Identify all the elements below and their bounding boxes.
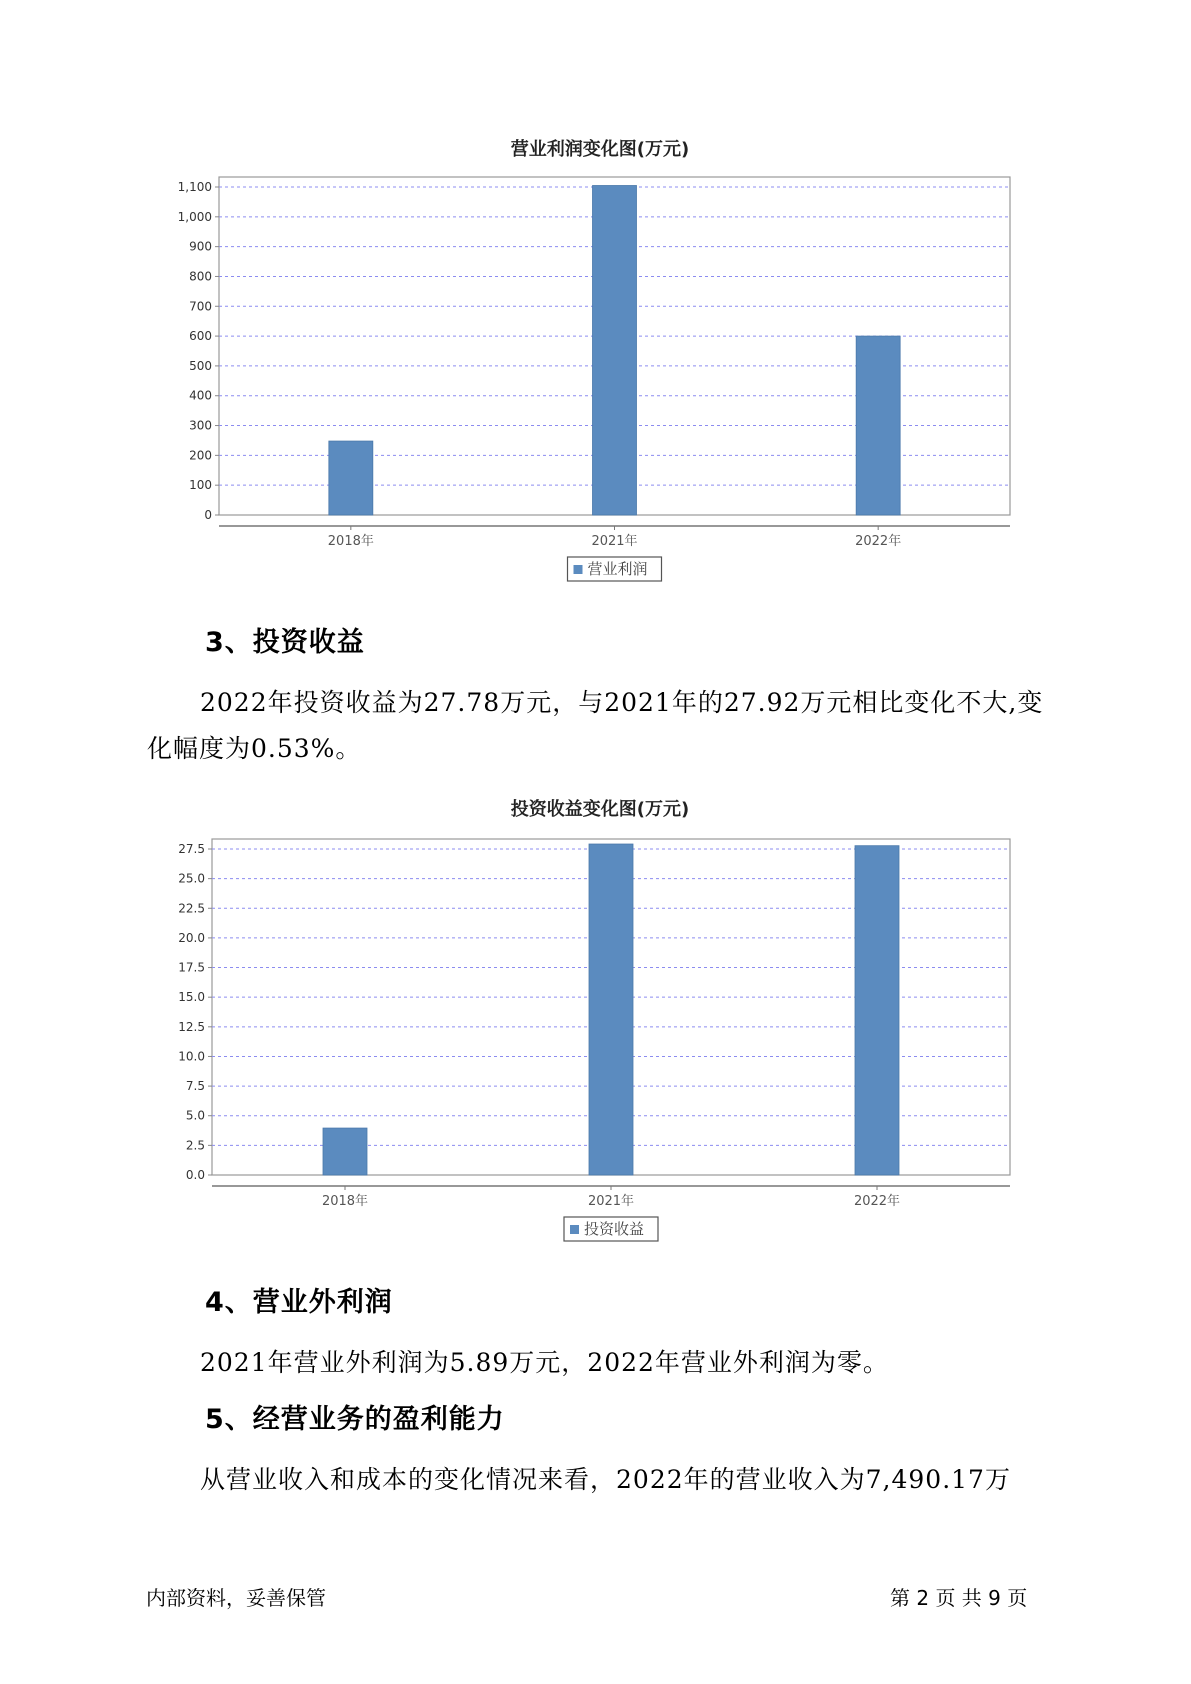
y-tick-label: 400 [189, 388, 212, 403]
legend-label: 投资收益 [584, 1220, 645, 1238]
y-tick-label: 900 [189, 239, 212, 254]
y-tick-label: 27.5 [178, 842, 205, 856]
section-3-paragraph-line-1: 2022年投资收益为27.78万元，与2021年的27.92万元相比变化不大,变 [200, 688, 1044, 717]
y-tick-label: 5.0 [185, 1108, 205, 1123]
x-tick-label: 2022年 [855, 534, 902, 549]
section-3-title: 3、投资收益 [205, 627, 365, 658]
y-tick-label: 1,000 [177, 209, 212, 224]
y-tick-label: 1,100 [177, 180, 212, 194]
operating-profit-chart [0, 120, 1191, 590]
x-tick-label: 2018年 [327, 534, 374, 549]
y-tick-label: 100 [189, 478, 212, 493]
y-tick-label: 15.0 [178, 990, 205, 1005]
y-tick-label: 25.0 [178, 871, 205, 886]
x-tick-label: 2022年 [853, 1194, 901, 1209]
y-tick-label: 2.5 [185, 1138, 205, 1153]
bar [855, 846, 899, 1175]
y-tick-label: 800 [189, 269, 212, 284]
y-tick-label: 0.0 [185, 1168, 205, 1182]
y-tick-label: 20.0 [178, 930, 205, 945]
x-tick-label: 2021年 [587, 1194, 635, 1209]
bar [329, 441, 373, 515]
y-tick-label: 10.0 [178, 1049, 205, 1064]
legend-swatch [570, 1225, 579, 1234]
y-tick-label: 300 [189, 418, 212, 433]
section-4-paragraph: 2021年营业外利润为5.89万元，2022年营业外利润为零。 [200, 1348, 889, 1377]
y-tick-label: 22.5 [178, 901, 205, 916]
operating-profit-chart-svg [0, 120, 1191, 590]
y-tick-label: 0 [204, 508, 212, 522]
bar [589, 844, 633, 1175]
legend-label: 营业利润 [587, 560, 648, 578]
y-tick-label: 200 [189, 448, 212, 463]
legend-swatch [574, 565, 583, 574]
y-tick-label: 700 [189, 299, 212, 314]
chart-title: 投资收益变化图(万元) [510, 799, 690, 820]
x-tick-label: 2021年 [591, 534, 638, 549]
bar [323, 1128, 367, 1175]
chart-title: 营业利润变化图(万元) [510, 139, 690, 160]
y-tick-label: 17.5 [178, 960, 205, 975]
y-tick-label: 500 [189, 358, 212, 373]
footer-page-number: 第 2 页 共 9 页 [890, 1586, 1028, 1610]
investment-income-chart-svg [0, 780, 1191, 1250]
bar [856, 336, 900, 515]
investment-income-chart [0, 780, 1191, 1250]
bar [593, 186, 637, 515]
y-tick-label: 600 [189, 329, 212, 344]
section-5-paragraph: 从营业收入和成本的变化情况来看，2022年的营业收入为7,490.17万 [200, 1465, 1011, 1494]
section-4-title: 4、营业外利润 [205, 1287, 393, 1318]
section-3-paragraph-line-2: 化幅度为0.53%。 [147, 734, 362, 763]
y-tick-label: 7.5 [185, 1079, 205, 1094]
section-5-title: 5、经营业务的盈利能力 [205, 1404, 505, 1435]
y-tick-label: 12.5 [178, 1019, 205, 1034]
x-tick-label: 2018年 [321, 1194, 369, 1209]
footer-confidential-note: 内部资料，妥善保管 [146, 1586, 326, 1610]
